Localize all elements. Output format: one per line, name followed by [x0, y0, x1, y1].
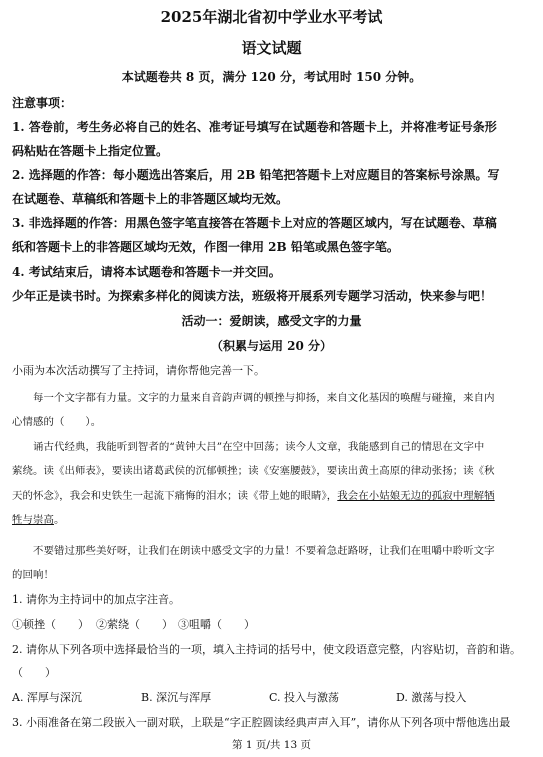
- passage-p2-line-4-plain: 。: [53, 514, 65, 526]
- note-2-line-2: 在试题卷、草稿纸和答题卡上的非答题区域均无效。: [12, 192, 289, 206]
- q1-item-3: ③咀嚼（ ）: [178, 618, 255, 631]
- passage-lead: 小雨为本次活动撰写了主持词，请你帮他完善一下。: [12, 364, 265, 377]
- intro-line: 少年正是读书时。为探索多样化的阅读方法，班级将开展系列专题学习活动，快来参与吧！: [12, 289, 493, 303]
- q1-stem: 1. 请你为主持词中的加点字注音。: [12, 593, 180, 606]
- note-3-line-1: 3. 非选择题的作答：用黑色签字笔直接答在答题卡上对应的答题区域内，写在试题卷、草稿: [12, 216, 497, 230]
- passage-p1-line-2: 心情感的（ ）。: [12, 416, 102, 428]
- passage-p3-line-1: 不要错过那些美好呀，让我们在朗读中感受文字的力量！不要着急赶路呀，让我们在咀嚼中聆听文字: [33, 545, 495, 557]
- page-footer: 第 1 页/共 13 页: [232, 739, 311, 751]
- note-3-line-2: 纸和答题卡上的非答题区域均无效，作图一律用 2B 铅笔或黑色签字笔。: [12, 240, 399, 254]
- q2-stem: 2. 请你从下列各项中选择最恰当的一项，填入主持词的括号中，使文段语意完整，内容贴切，音韵和谐。: [12, 643, 521, 656]
- passage-p2-line-3-plain: 天的怀念》，我会和史铁生一起流下痛悔的泪水；读《带上她的眼睛》，: [12, 490, 338, 502]
- passage-p2-line-2: 萦绕。读《出师表》，要读出诸葛武侯的沉郁顿挫；读《安塞腰鼓》，要读出黄土高原的律动张扬；读《秋: [12, 465, 495, 477]
- q2-option-d: D. 激荡与投入: [396, 691, 467, 704]
- activity-title: 活动一：爱朗读，感受文字的力量: [181, 314, 362, 328]
- q2-option-b: B. 深沉与浑厚: [141, 691, 212, 704]
- exam-info: 本试题卷共 8 页，满分 120 分，考试用时 150 分钟。: [121, 70, 422, 84]
- passage-p2-line-4: [12, 511, 531, 526]
- q1-item-1: ①顿挫（ ）: [12, 618, 89, 631]
- subject-title: 语文试题: [241, 39, 302, 57]
- section-title: （积累与运用 20 分）: [210, 339, 333, 353]
- note-1-line-1: 1. 答卷前，考生务必将自己的姓名、准考证号填写在试题卷和答题卡上，并将准考证号条形: [12, 120, 497, 134]
- q2-blank: （ ）: [12, 666, 56, 679]
- passage-p1-line-1: 每一个文字都有力量。文字的力量来自音韵声调的顿挫与抑扬，来自文化基因的唤醒与碰撞，来自内: [33, 392, 495, 404]
- notes-heading: 注意事项：: [12, 96, 73, 110]
- q2-option-c: C. 投入与激荡: [269, 691, 340, 704]
- q1-item-2: ②萦绕（ ）: [96, 618, 173, 631]
- passage-p2-line-3: [12, 487, 531, 502]
- exam-title: 2025年湖北省初中学业水平考试: [160, 8, 383, 26]
- q2-option-a: A. 浑厚与深沉: [12, 691, 82, 704]
- passage-underlined-sentence: 我会在小姑娘无边的孤寂中理解牺: [337, 490, 495, 502]
- passage-p2-line-1: 诵古代经典，我能听到智者的“黄钟大吕”在空中回荡；读今人文章，我能感到自己的情思在文字中: [33, 441, 485, 453]
- passage-p3-line-2: 的回响！: [12, 569, 54, 581]
- q3-stem: 3. 小雨准备在第二段嵌入一副对联，上联是“字正腔圆读经典声声入耳”，请你从下列各项中帮他选出最: [12, 716, 511, 729]
- note-4: 4. 考试结束后，请将本试题卷和答题卡一并交回。: [12, 265, 281, 279]
- note-1-line-2: 码粘贴在答题卡上指定位置。: [12, 144, 169, 158]
- note-2-line-1: 2. 选择题的作答：每小题选出答案后，用 2B 铅笔把答题卡上对应题目的答案标号涂黑。写: [12, 168, 500, 182]
- passage-underlined-sentence-end: 牲与崇高: [12, 514, 54, 526]
